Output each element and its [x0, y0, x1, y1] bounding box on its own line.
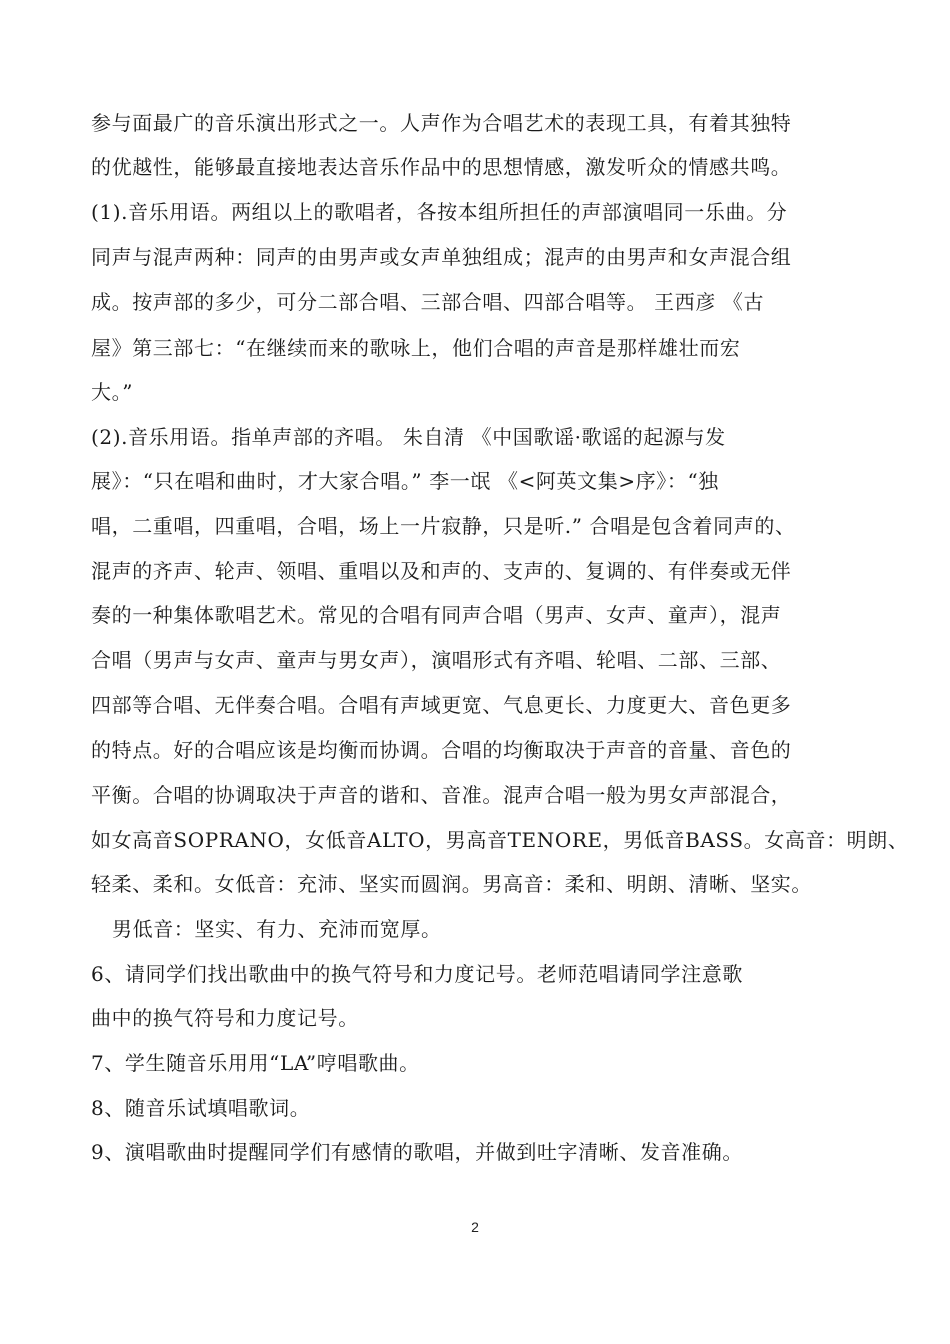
text-line: 屋》第三部七：“在继续而来的歌咏上，他们合唱的声音是那样雄壮而宏 [91, 336, 741, 360]
text-line: 展》：“只在唱和曲时，才大家合唱。” 李一氓 《<阿英文集>序》：“独 [91, 469, 719, 493]
text-line: 同声与混声两种：同声的由男声或女声单独组成；混声的由男声和女声混合组 [91, 245, 792, 269]
text-line: 8、随音乐试填唱歌词。 [91, 1096, 311, 1120]
text-line: 参与面最广的音乐演出形式之一。人声作为合唱艺术的表现工具，有着其独特 [91, 111, 792, 135]
text-line: 奏的一种集体歌唱艺术。常见的合唱有同声合唱（男声、女声、童声），混声 [91, 603, 782, 627]
text-line: 男低音：坚实、有力、充沛而宽厚。 [112, 917, 442, 941]
text-line: 平衡。合唱的协调取决于声音的谐和、音准。混声合唱一般为男女声部混合， [91, 783, 792, 807]
page-number: 2 [471, 1219, 479, 1235]
text-line: 6、请同学们找出歌曲中的换气符号和力度记号。老师范唱请同学注意歌 [91, 962, 743, 986]
text-line: 大。” [91, 380, 134, 404]
text-line: 唱，二重唱，四重唱，合唱，场上一片寂静，只是听.” 合唱是包含着同声的、 [91, 514, 796, 538]
text-line: 7、学生随音乐用用“LA”哼唱歌曲。 [91, 1051, 420, 1075]
text-line: 的特点。好的合唱应该是均衡而协调。合唱的均衡取决于声音的音量、音色的 [91, 738, 792, 762]
text-line: 混声的齐声、轮声、领唱、重唱以及和声的、支声的、复调的、有伴奏或无伴 [91, 559, 792, 583]
text-line: 的优越性，能够最直接地表达音乐作品中的思想情感，激发听众的情感共鸣。 [91, 155, 792, 179]
text-line: (1).音乐用语。两组以上的歌唱者，各按本组所担任的声部演唱同一乐曲。分 [91, 200, 788, 224]
text-line: 四部等合唱、无伴奏合唱。合唱有声域更宽、气息更长、力度更大、音色更多 [91, 693, 792, 717]
text-line: 合唱（男声与女声、童声与男女声），演唱形式有齐唱、轮唱、二部、三部、 [91, 648, 782, 672]
text-line: 如女高音SOPRANO，女低音ALTO，男高音TENORE，男低音BASS。女高音：明朗、 [91, 828, 909, 852]
text-line: 曲中的换气符号和力度记号。 [91, 1006, 359, 1030]
text-line: 9、演唱歌曲时提醒同学们有感情的歌唱，并做到吐字清晰、发音准确。 [91, 1140, 743, 1164]
text-line: 轻柔、柔和。女低音：充沛、坚实而圆润。男高音：柔和、明朗、清晰、坚实。 [91, 872, 812, 896]
text-line: (2).音乐用语。指单声部的齐唱。 朱自清 《中国歌谣·歌谣的起源与发 [91, 425, 726, 449]
text-line: 成。按声部的多少，可分二部合唱、三部合唱、四部合唱等。 王西彦 《古 [91, 290, 765, 314]
